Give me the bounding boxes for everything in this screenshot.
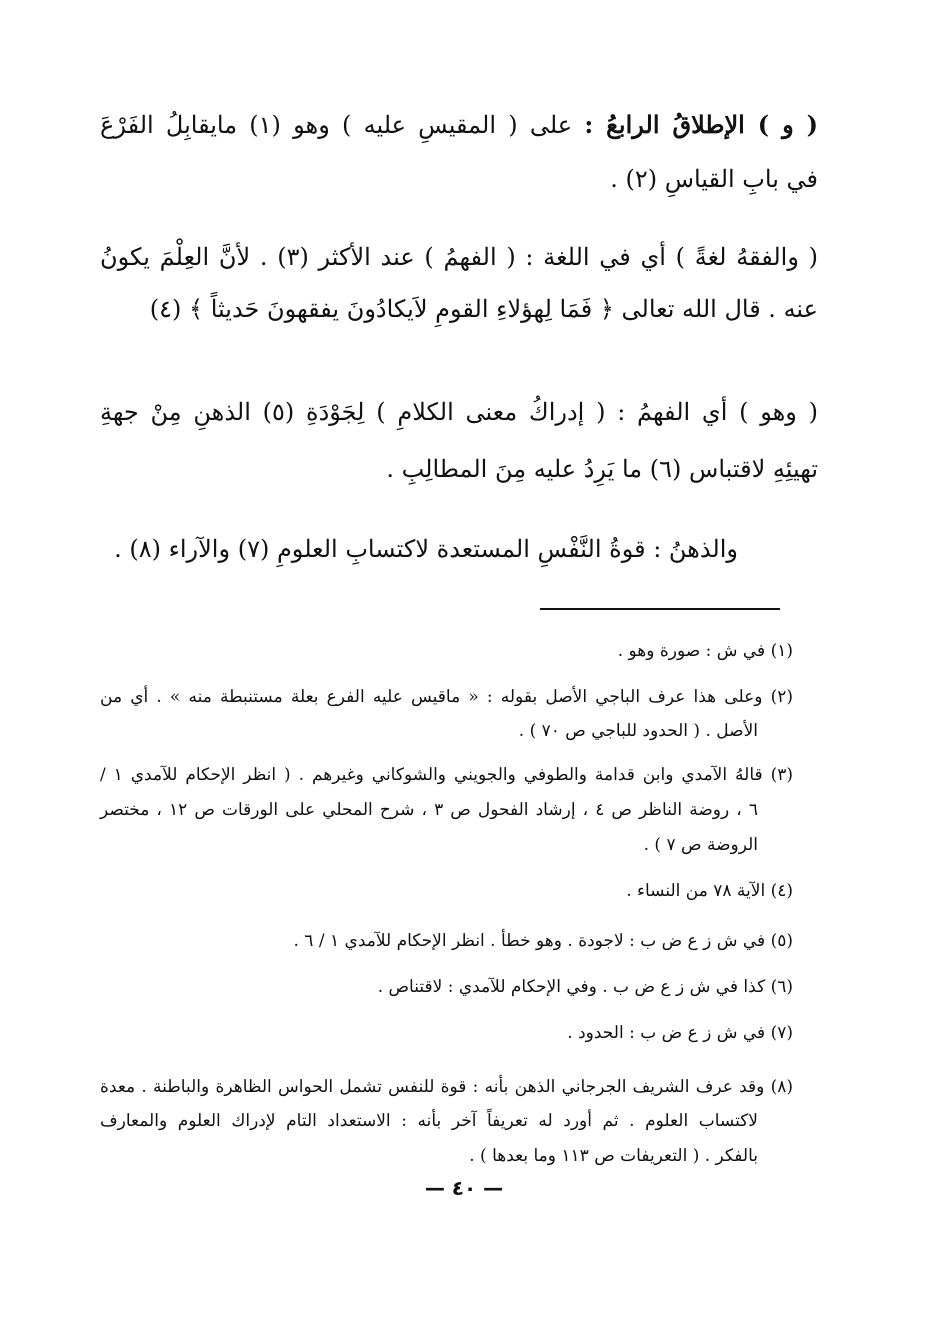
section-heading-text: على ( المقيسِ عليه ) وهو (١) مايقابِلُ الفَرْعَ [100,111,573,139]
paragraph-2-line-2: تهيئِهِ لاقتباس (٦) ما يَرِدُ عليه مِنَ المطالِبِ . [386,455,818,483]
footnote-3-line-2: ٦ ، روضة الناظر ص ٤ ، إرشاد الفحول ص ٣ ، شرح المحلي على الورقات ص ١٢ ، مختصر [100,800,758,820]
paragraph-1-line-1: ( والفقهُ لغةً ) أي في اللغة : ( الفهمُ ) عند الأكثر (٣) . لأنَّ العِلْمَ يكونُ [100,243,818,271]
footnote-8-line-2: لاكتساب العلوم . ثم أورد له تعريفاً آخر بأنه : الاستعداد التام لإدراك العلوم والمعارف [100,1111,758,1131]
paragraph-3-line-1: والذهنُ : قوةُ النَّفْسِ المستعدة لاكتسابِ العلومِ (٧) والآراء (٨) . [114,535,738,563]
page-number: — ٤٠ — [424,1176,504,1200]
footnote-3-line-3: الروضة ص ٧ ) . [643,835,758,855]
paragraph-2-line-1: ( وهو ) أي الفهمُ : ( إدراكُ معنى الكلامِ ) لِجَوْدَةِ (٥) الذهنِ مِنْ جهةِ [100,398,818,426]
footnote-divider [540,608,780,610]
footnote-6: (٦) كذا في ش ز ع ض ب . وفي الإحكام للآمدي : لاقتناص . [377,977,793,997]
footnote-2-line-2: الأصل . ( الحدود للباجي ص ٧٠ ) . [518,721,758,741]
footnote-3-line-1: (٣) قالهُ الآمدي وابن قدامة والطوفي والجويني والشوكاني وغيرهم . ( انظر الإحكام للآمدي ١ / [100,765,793,785]
footnote-8-line-3: بالفكر . ( التعريفات ص ١١٣ وما بعدها ) . [469,1146,758,1166]
footnote-2-line-1: (٢) وعلى هذا عرف الباجي الأصل بقوله : « ماقيس عليه الفرع بعلة مستنبطة منه » . أي من [100,687,793,707]
paragraph-1-line-2: عنه . قال الله تعالى ﴿ فَمَا لِهؤلاءِ القومِ لاَيكادُونَ يفقهونَ حَديثاً ﴾ (٤) [149,295,818,323]
footnote-4: (٤) الآية ٧٨ من النساء . [626,881,793,901]
footnote-8-line-1: (٨) وقد عرف الشريف الجرجاني الذهن بأنه : قوة للنفس تشمل الحواس الظاهرة والباطنة . معدة [100,1077,793,1097]
section-heading-label: ( و ) الإطلاقُ الرابعُ : [584,110,818,139]
footnote-1: (١) في ش : صورة وهو . [617,641,793,661]
section-heading-line-1 [100,108,818,142]
section-heading-line-2: في بابِ القياسِ (٢) . [610,165,818,193]
footnote-7: (٧) في ش ز ع ض ب : الحدود . [567,1023,793,1043]
footnote-5: (٥) في ش ز ع ض ب : لاجودة . وهو خطأ . انظر الإحكام للآمدي ١ / ٦ . [293,931,793,951]
